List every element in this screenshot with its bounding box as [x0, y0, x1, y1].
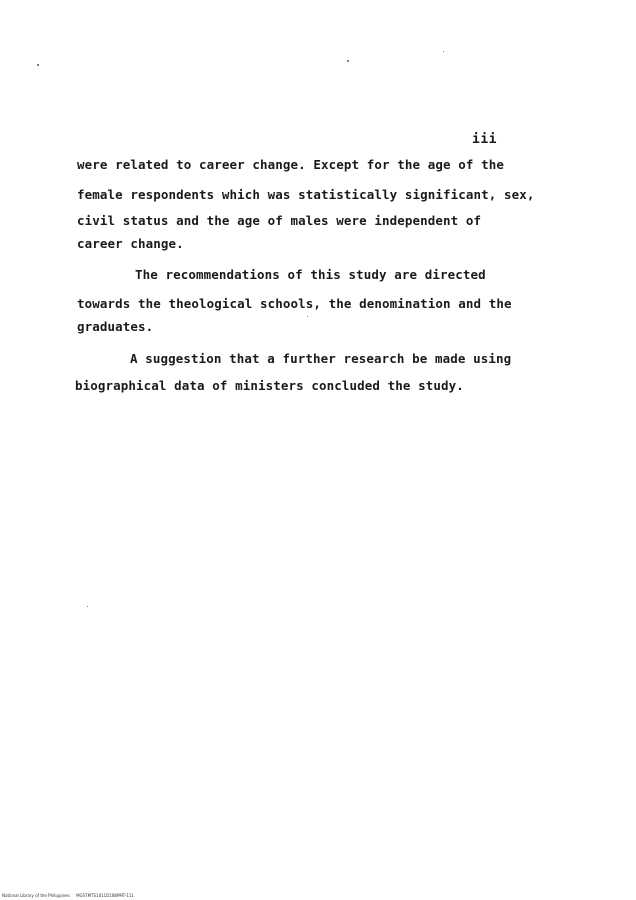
- text-line: were related to career change. Except for the age of the: [77, 157, 505, 172]
- scan-speck: [443, 51, 444, 52]
- text-line: biographical data of ministers concluded the study.: [75, 378, 464, 393]
- text-line: The recommendations of this study are directed: [135, 267, 486, 282]
- scan-speck: [307, 316, 308, 317]
- page-number: iii: [472, 132, 497, 147]
- footer-library: National Library of the Philippines: [2, 893, 70, 898]
- footer-code: MGSTMTS1011D188PMT-111: [76, 893, 134, 898]
- scan-speck: [347, 60, 349, 62]
- text-line: towards the theological schools, the denomination and the: [77, 296, 512, 311]
- text-line: career change.: [77, 236, 184, 251]
- text-line: female respondents which was statistically significant, sex,: [77, 187, 535, 202]
- scan-speck: [37, 64, 39, 66]
- scan-speck: [87, 606, 88, 607]
- text-line: civil status and the age of males were independent of: [77, 213, 482, 228]
- scan-footer: [2, 893, 134, 898]
- text-line: A suggestion that a further research be made using: [130, 351, 512, 366]
- text-line: graduates.: [77, 319, 154, 334]
